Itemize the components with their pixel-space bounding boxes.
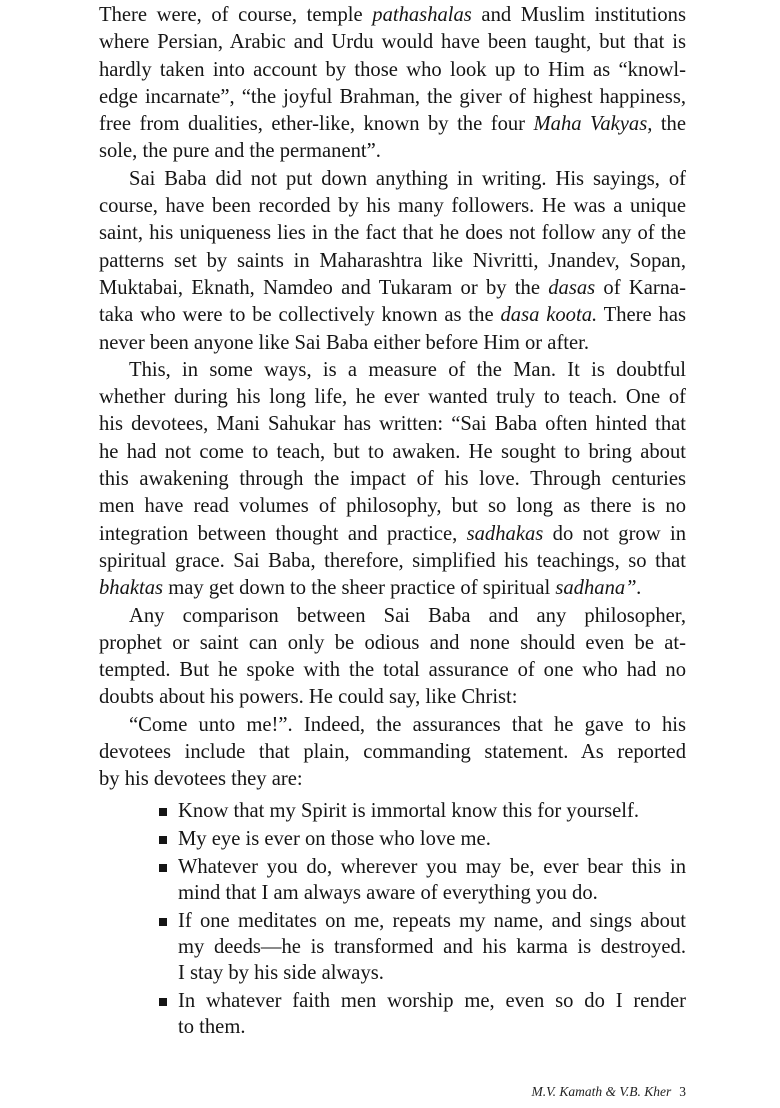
italic-text: sadhakas <box>466 522 544 545</box>
text-run: by his devotees they are: <box>99 768 303 791</box>
text-run: the <box>652 113 686 136</box>
text-run: course, have been recorded by his many followers. He was a unique <box>99 195 686 218</box>
text-run: There were, of course, temple <box>99 4 373 26</box>
text-run: whether during his long life, he ever wanted truly to teach. One of <box>99 386 686 409</box>
square-bullet-icon <box>159 836 167 844</box>
text-run: hardly taken into account by those who look up to Him as “knowl- <box>99 58 686 81</box>
text-run: never been anyone like Sai Baba either before Him or after. <box>99 331 590 354</box>
list-item <box>159 854 686 906</box>
list-item-line: In whatever faith men worship me, even so do I render <box>178 989 686 1012</box>
text-line <box>99 57 686 84</box>
paragraph <box>99 2 686 166</box>
italic-text: Maha Vakyas, <box>533 113 653 136</box>
text-run: devotees include that plain, commanding statement. As reported <box>99 741 686 764</box>
text-line <box>99 84 686 111</box>
text-line <box>99 439 686 466</box>
text-line <box>99 29 686 56</box>
text-run: “Come unto me!”. Indeed, the assurances that he gave to his <box>129 713 686 736</box>
text-line <box>99 575 686 602</box>
text-line <box>99 466 686 493</box>
text-run: Sai Baba did not put down anything in writing. His sayings, of <box>129 167 686 190</box>
text-run: do not grow in <box>543 522 686 545</box>
text-run: of Karna- <box>595 276 686 299</box>
text-run: There has <box>597 304 686 327</box>
list-item <box>159 826 686 852</box>
text-run: tempted. But he spoke with the total assurance of one who had no <box>99 659 686 682</box>
list-item-line: If one meditates on me, repeats my name, and sings about <box>178 909 686 932</box>
text-line <box>99 384 686 411</box>
text-run: saint, his uniqueness lies in the fact that he does not follow any of the <box>99 222 686 245</box>
text-run: prophet or saint can only be odious and none should even be at- <box>99 631 686 654</box>
text-line <box>99 603 686 630</box>
text-run: where Persian, Arabic and Urdu would have been taught, but that is <box>99 31 686 54</box>
square-bullet-icon <box>159 998 167 1006</box>
text-line <box>99 193 686 220</box>
square-bullet-icon <box>159 864 167 872</box>
text-run: This, in some ways, is a measure of the Man. It is doubtful <box>129 358 686 381</box>
text-run: sole, the pure and the permanent”. <box>99 140 381 163</box>
list-item <box>159 988 686 1040</box>
text-run: integration between thought and practice, <box>99 522 467 545</box>
text-run: men have read volumes of philosophy, but so long as there is no <box>99 495 686 518</box>
list-item-line: mind that I am always aware of everything you do. <box>178 881 598 904</box>
list-item-line: my deeds—he is transformed and his karma is destroyed. <box>178 935 686 958</box>
text-line <box>99 248 686 275</box>
text-run: his devotees, Mani Sahukar has written: “Sai Baba often hinted that <box>99 413 686 436</box>
italic-text: dasas <box>548 276 596 299</box>
text-run: free from dualities, ether-like, known by the four <box>99 113 534 136</box>
text-line <box>99 521 686 548</box>
text-line <box>99 657 686 684</box>
text-run: Any comparison between Sai Baba and any philosopher, <box>129 604 686 627</box>
text-line <box>99 166 686 193</box>
text-line <box>99 739 686 766</box>
list-item-line: My eye is ever on those who love me. <box>178 827 491 850</box>
text-line <box>99 630 686 657</box>
text-run: patterns set by saints in Maharashtra like Nivritti, Jnandev, Sopan, <box>99 249 686 272</box>
text-run: and Muslim institutions <box>471 4 686 26</box>
text-line <box>99 684 686 711</box>
text-line <box>99 302 686 329</box>
text-line <box>99 111 686 138</box>
italic-text: sadhana”. <box>555 577 642 600</box>
text-line <box>99 330 686 357</box>
text-run: spiritual grace. Sai Baba, therefore, simplified his teachings, so that <box>99 549 686 572</box>
text-line <box>99 548 686 575</box>
page-number: 3 <box>679 1084 686 1099</box>
text-line <box>99 766 686 793</box>
footer-authors: M.V. Kamath & V.B. Kher <box>531 1084 672 1099</box>
list-item <box>159 798 686 824</box>
text-run: he had not come to teach, but to awaken. He sought to bring about <box>99 440 686 463</box>
list-item-line: Whatever you do, wherever you may be, ever bear this in <box>178 855 686 878</box>
text-run: doubts about his powers. He could say, like Christ: <box>99 686 518 709</box>
text-run: Muktabai, Eknath, Namdeo and Tukaram or by the <box>99 276 549 299</box>
text-line <box>99 275 686 302</box>
text-run: taka who were to be collectively known as the <box>99 304 501 327</box>
paragraph <box>99 603 686 712</box>
paragraph <box>99 166 686 357</box>
text-line <box>99 220 686 247</box>
list-item-line: to them. <box>178 1015 246 1038</box>
italic-text: bhaktas <box>99 577 164 600</box>
text-line <box>99 2 686 29</box>
text-run: edge incarnate”, “the joyful Brahman, the giver of highest happiness, <box>99 85 686 108</box>
page-footer <box>531 1084 686 1100</box>
list-item <box>159 908 686 986</box>
square-bullet-icon <box>159 808 167 816</box>
text-line <box>99 411 686 438</box>
square-bullet-icon <box>159 918 167 926</box>
list-item-line: I stay by his side always. <box>178 961 384 984</box>
list-item-line: Know that my Spirit is immortal know this for yourself. <box>178 799 640 822</box>
text-line <box>99 138 686 165</box>
italic-text: pathashalas <box>372 4 472 26</box>
text-line <box>99 493 686 520</box>
text-line <box>99 357 686 384</box>
text-run: may get down to the sheer practice of spiritual <box>163 577 556 600</box>
text-run: this awakening through the impact of his love. Through centuries <box>99 468 686 491</box>
italic-text: dasa koota. <box>500 304 598 327</box>
paragraph <box>99 357 686 603</box>
body-text <box>99 2 686 794</box>
text-line <box>99 712 686 739</box>
bullet-list <box>99 798 686 1040</box>
paragraph <box>99 712 686 794</box>
